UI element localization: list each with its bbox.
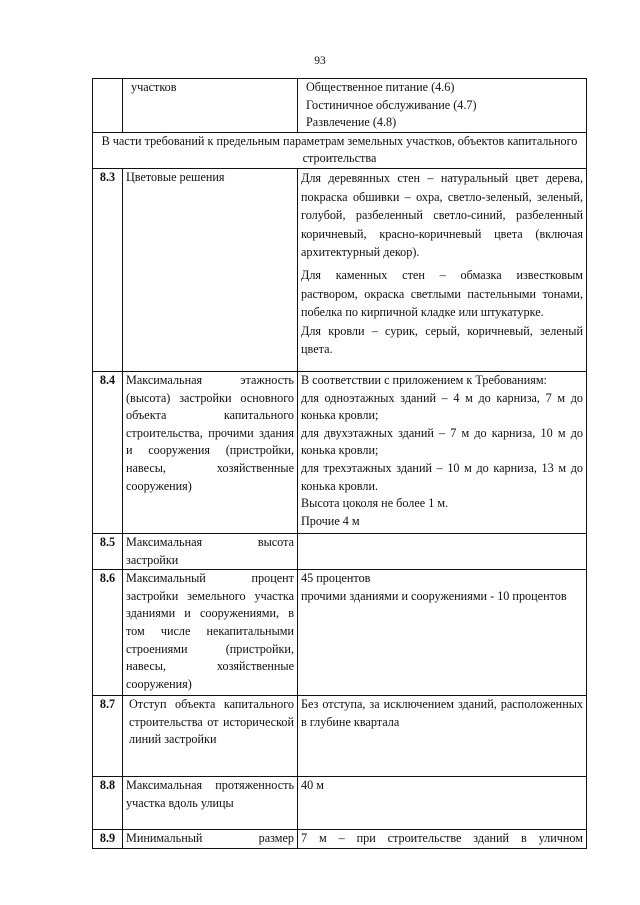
row-number: [93, 79, 123, 133]
row-number: 8.9: [93, 830, 123, 849]
row-value: 40 м: [298, 777, 587, 830]
value-paragraph: Высота цоколя не более 1 м.: [301, 496, 449, 511]
row-value: [298, 371, 587, 533]
row-number: 8.6: [93, 570, 123, 696]
parameter-name: Максимальный процент застройки земельного участка зданиями и сооружениями, в том числе некапитальными строениями (пристройки, навесы, хозяйственные сооружения): [123, 570, 298, 696]
parameter-name: участков: [131, 80, 177, 94]
value-paragraph: для одноэтажных зданий – 4 м до карниза, 7 м до конька кровли;: [301, 390, 583, 423]
table-row: [93, 570, 587, 696]
row-number: 8.7: [93, 696, 123, 777]
row-number: 8.8: [93, 777, 123, 830]
row-value: [298, 570, 587, 696]
table-row: [93, 168, 587, 371]
parameter-name: Максимальная этажность (высота) застройки основного объекта капитального строительства, прочими здания и сооружения (пристройки, навесы, хозяйственные сооружения): [123, 371, 298, 533]
parameter-name: Отступ объекта капитального строительства от исторической линий застройки: [123, 696, 298, 777]
table-row: [93, 696, 587, 777]
value-paragraph: В соответствии с приложением к Требованиям:: [301, 372, 547, 387]
use-type: Развлечение (4.8): [306, 115, 397, 130]
value-paragraph: Для каменных стен – обмазка известковым раствором, окраска светлыми пастельными тонами, побелка по кирпичной кладке или штукатурке.: [301, 267, 583, 320]
value-paragraph: 45 процентов: [301, 571, 371, 586]
table-row: [93, 79, 587, 133]
parameter-name: Максимальная протяженность участка вдоль улицы: [123, 777, 298, 830]
page-number: 93: [314, 55, 326, 67]
table-row: [93, 371, 587, 533]
value-paragraph: Для кровли – сурик, серый, коричневый, зеленый цвета.: [301, 323, 583, 357]
row-value: [298, 168, 587, 371]
section-header-row: [93, 132, 587, 168]
table-row: [93, 777, 587, 830]
section-header: В части требований к предельным параметрам земельных участков, объектов капитального строительства: [93, 132, 587, 168]
value-paragraph: прочими зданиями и сооружениями - 10 процентов: [301, 588, 567, 603]
requirements-table: [92, 78, 587, 849]
parameter-name: Максимальная высота застройки: [123, 533, 298, 569]
value-paragraph: Для деревянных стен – натуральный цвет дерева, покраска обшивки – охра, светло-зеленый, зеленый, голубой, разбеленный светло-синий, разбеленный коричневый, красно-коричневый цвета (включая архитектурный декор).: [301, 170, 583, 260]
row-value: 7 м – при строительстве зданий в уличном: [298, 830, 587, 849]
table-row: [93, 533, 587, 569]
parameter-name: Цветовые решения: [123, 168, 298, 371]
table-row: [93, 830, 587, 849]
row-value: Без отступа, за исключением зданий, расположенных в глубине квартала: [298, 696, 587, 777]
value-paragraph: для двухэтажных зданий – 7 м до карниза, 10 м до конька кровли;: [301, 425, 583, 458]
use-type: Общественное питание (4.6): [306, 80, 455, 94]
value-paragraph: Прочие 4 м: [301, 513, 360, 528]
parameter-name: Минимальный размер: [123, 830, 298, 849]
use-type: Гостиничное обслуживание (4.7): [306, 97, 477, 112]
row-parameter: [123, 79, 298, 133]
row-number: 8.5: [93, 533, 123, 569]
row-number: 8.3: [93, 168, 123, 371]
row-number: 8.4: [93, 371, 123, 533]
row-value: [298, 79, 587, 133]
value-paragraph: для трехэтажных зданий – 10 м до карниза, 13 м до конька кровли.: [301, 460, 583, 493]
row-value: [298, 533, 587, 569]
